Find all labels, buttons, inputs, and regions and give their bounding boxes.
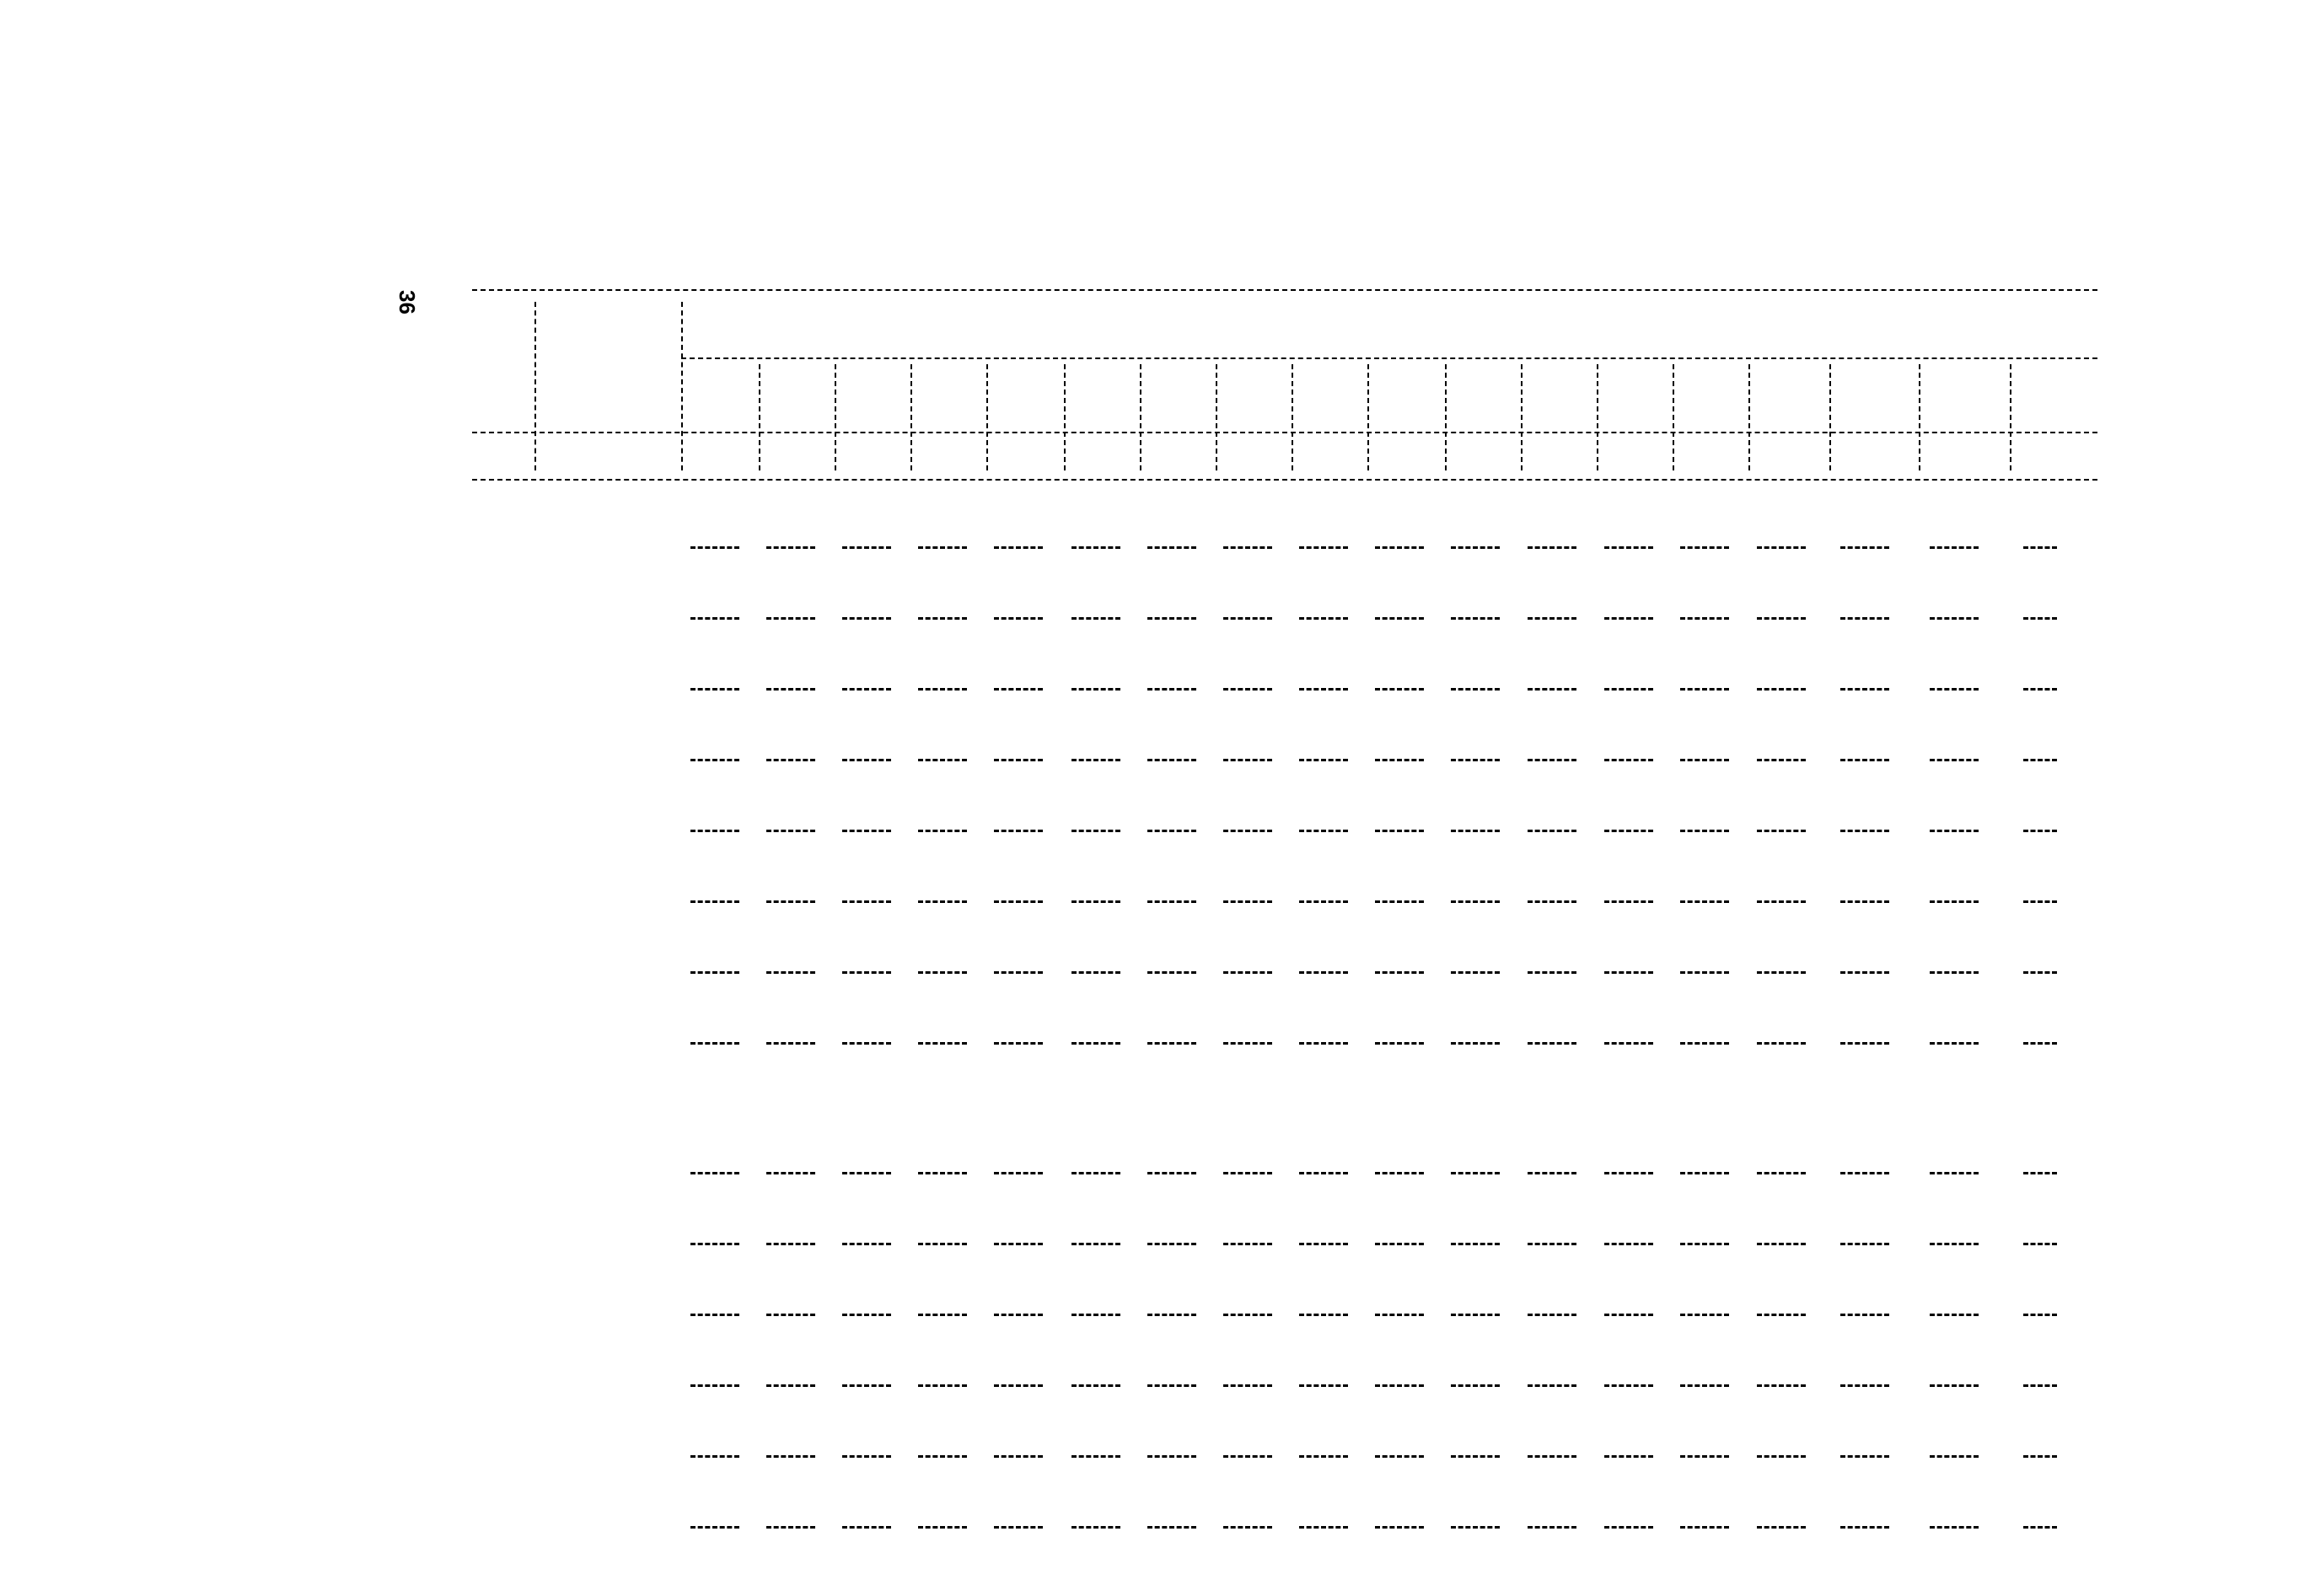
fraction-line (1604, 1384, 1653, 1387)
fraction-line (766, 900, 815, 903)
fraction-line (994, 1526, 1043, 1529)
fraction-line (994, 1243, 1043, 1245)
fraction-line (690, 688, 739, 691)
fraction-line (1147, 1042, 1196, 1045)
fraction-line (1147, 546, 1196, 549)
fraction-line (1840, 900, 1889, 903)
fraction-line (1071, 830, 1120, 832)
header-sep (2010, 364, 2011, 470)
fraction-line (918, 688, 967, 691)
fraction-line (1930, 688, 1979, 691)
header-sep (1445, 364, 1447, 470)
fraction-line (1375, 1042, 1424, 1045)
fraction-line (1680, 546, 1729, 549)
fraction-line (842, 1455, 891, 1458)
fraction-line (1680, 1042, 1729, 1045)
fraction-line (994, 546, 1043, 549)
fraction-line (1528, 971, 1576, 974)
fraction-line (1375, 1243, 1424, 1245)
fraction-line (766, 1243, 815, 1245)
fraction-line (918, 1526, 967, 1529)
fraction-line (1375, 1384, 1424, 1387)
fraction-line (842, 617, 891, 620)
fraction-line (994, 1314, 1043, 1316)
fraction-line (1451, 1042, 1500, 1045)
fraction-line (1299, 1172, 1348, 1174)
fraction-line (1451, 971, 1500, 974)
fraction-line (1375, 688, 1424, 691)
fraction-line (2023, 900, 2057, 903)
header-sep (1140, 364, 1141, 470)
fraction-line (918, 1042, 967, 1045)
fraction-line (1930, 1526, 1979, 1529)
fraction-line (1680, 971, 1729, 974)
fraction-line (1299, 617, 1348, 620)
header-bottom-rule (472, 479, 2097, 481)
fraction-line (842, 688, 891, 691)
fraction-line (766, 971, 815, 974)
fraction-line (1680, 1384, 1729, 1387)
fraction-line (918, 1172, 967, 1174)
fraction-line (690, 759, 739, 761)
fraction-line (1930, 1042, 1979, 1045)
fraction-line (1375, 900, 1424, 903)
fraction-line (1223, 759, 1272, 761)
fraction-line (2023, 546, 2057, 549)
fraction-line (1223, 546, 1272, 549)
fraction-line (1840, 1243, 1889, 1245)
header-sep (986, 364, 988, 470)
fraction-line (918, 759, 967, 761)
fraction-line (1757, 1384, 1806, 1387)
fraction-line (918, 1314, 967, 1316)
fraction-line (1147, 1384, 1196, 1387)
fraction-line (2023, 759, 2057, 761)
fraction-line (842, 1172, 891, 1174)
fraction-line (1451, 1455, 1500, 1458)
fraction-line (1757, 1455, 1806, 1458)
fraction-line (1757, 1526, 1806, 1529)
fraction-line (690, 617, 739, 620)
fraction-line (1840, 617, 1889, 620)
fraction-line (994, 1455, 1043, 1458)
header-mid-rule (681, 357, 2097, 359)
fraction-line (1223, 1314, 1272, 1316)
fraction-line (918, 617, 967, 620)
fraction-line (842, 1526, 891, 1529)
fraction-line (1757, 1314, 1806, 1316)
fraction-line (1680, 1314, 1729, 1316)
fraction-line (1451, 830, 1500, 832)
fraction-line (842, 900, 891, 903)
fraction-line (1147, 688, 1196, 691)
fraction-line (1071, 1384, 1120, 1387)
fraction-line (842, 1384, 891, 1387)
fraction-line (1299, 1243, 1348, 1245)
fraction-line (1223, 1243, 1272, 1245)
fraction-line (1930, 759, 1979, 761)
fraction-line (1451, 1526, 1500, 1529)
fraction-line (842, 830, 891, 832)
fraction-line (1071, 900, 1120, 903)
fraction-line (1528, 759, 1576, 761)
fraction-line (1528, 617, 1576, 620)
fraction-line (1375, 617, 1424, 620)
fraction-line (1299, 1384, 1348, 1387)
fraction-line (1604, 1243, 1653, 1245)
fraction-line (994, 1384, 1043, 1387)
fraction-line (1147, 759, 1196, 761)
fraction-line (2023, 1384, 2057, 1387)
fraction-line (1528, 1526, 1576, 1529)
fraction-line (994, 971, 1043, 974)
fraction-line (1757, 1243, 1806, 1245)
fraction-line (1071, 1042, 1120, 1045)
fraction-line (1223, 1172, 1272, 1174)
fraction-line (1223, 830, 1272, 832)
fraction-line (1930, 971, 1979, 974)
fraction-line (1680, 688, 1729, 691)
fraction-line (1223, 1455, 1272, 1458)
fraction-line (1604, 546, 1653, 549)
fraction-line (1299, 759, 1348, 761)
fraction-line (1757, 759, 1806, 761)
fraction-line (2023, 1243, 2057, 1245)
fraction-line (1528, 688, 1576, 691)
header-sep (1919, 364, 1920, 470)
fraction-line (1451, 1243, 1500, 1245)
fraction-line (1930, 900, 1979, 903)
fraction-line (1757, 1172, 1806, 1174)
fraction-line (766, 1455, 815, 1458)
fraction-line (918, 1384, 967, 1387)
fraction-line (766, 1526, 815, 1529)
fraction-line (1375, 546, 1424, 549)
fraction-line (918, 1455, 967, 1458)
fraction-line (1930, 1384, 1979, 1387)
fraction-line (1223, 971, 1272, 974)
fraction-line (994, 1042, 1043, 1045)
fraction-line (1680, 900, 1729, 903)
header-sep (910, 364, 912, 470)
header-sep (681, 302, 683, 470)
fraction-line (1680, 1172, 1729, 1174)
fraction-line (1375, 1314, 1424, 1316)
fraction-line (1071, 1243, 1120, 1245)
fraction-line (1147, 617, 1196, 620)
fraction-line (1680, 1526, 1729, 1529)
fraction-line (1604, 1172, 1653, 1174)
fraction-line (2023, 617, 2057, 620)
fraction-line (994, 900, 1043, 903)
fraction-line (1840, 1042, 1889, 1045)
fraction-line (1451, 688, 1500, 691)
fraction-line (690, 1172, 739, 1174)
fraction-line (1071, 759, 1120, 761)
fraction-line (994, 688, 1043, 691)
fraction-line (1604, 1314, 1653, 1316)
fraction-line (1375, 830, 1424, 832)
header-sep (835, 364, 836, 470)
fraction-line (1930, 546, 1979, 549)
fraction-line (1757, 900, 1806, 903)
fraction-line (690, 1042, 739, 1045)
fraction-line (1071, 1455, 1120, 1458)
fraction-line (1451, 1384, 1500, 1387)
fraction-line (1757, 971, 1806, 974)
fraction-line (1147, 900, 1196, 903)
fraction-line (1528, 1172, 1576, 1174)
fraction-line (1451, 1172, 1500, 1174)
fraction-line (1840, 971, 1889, 974)
fraction-line (1223, 900, 1272, 903)
fraction-line (1299, 546, 1348, 549)
header-sep (759, 364, 760, 470)
fraction-line (1604, 1526, 1653, 1529)
fraction-line (842, 759, 891, 761)
fraction-line (1604, 1042, 1653, 1045)
fraction-line (1223, 688, 1272, 691)
header-top-rule (472, 289, 2097, 291)
fraction-line (1299, 830, 1348, 832)
fraction-line (842, 1243, 891, 1245)
fraction-line (918, 971, 967, 974)
fraction-line (766, 830, 815, 832)
header-sep (1597, 364, 1598, 470)
fraction-line (1604, 617, 1653, 620)
fraction-line (1930, 1455, 1979, 1458)
fraction-line (1757, 546, 1806, 549)
fraction-line (1147, 1314, 1196, 1316)
fraction-line (1604, 971, 1653, 974)
page-number: 36 (395, 290, 420, 314)
fraction-line (690, 971, 739, 974)
fraction-line (1528, 830, 1576, 832)
header-sep (1064, 364, 1066, 470)
fraction-line (2023, 971, 2057, 974)
fraction-line (1528, 1455, 1576, 1458)
fraction-line (842, 971, 891, 974)
fraction-line (1299, 1042, 1348, 1045)
fraction-line (690, 1243, 739, 1245)
fraction-line (1375, 759, 1424, 761)
fraction-line (1840, 1314, 1889, 1316)
fraction-line (766, 546, 815, 549)
fraction-line (1840, 546, 1889, 549)
fraction-line (1071, 617, 1120, 620)
fraction-line (1299, 688, 1348, 691)
fraction-line (1528, 900, 1576, 903)
fraction-line (1930, 1243, 1979, 1245)
fraction-line (766, 1314, 815, 1316)
fraction-line (1147, 1526, 1196, 1529)
fraction-line (1451, 759, 1500, 761)
fraction-line (1757, 1042, 1806, 1045)
fraction-line (842, 1314, 891, 1316)
fraction-line (1840, 1172, 1889, 1174)
fraction-line (1071, 546, 1120, 549)
fraction-line (1299, 900, 1348, 903)
fraction-line (1451, 617, 1500, 620)
fraction-line (1299, 971, 1348, 974)
fraction-line (2023, 1172, 2057, 1174)
fraction-line (1223, 1526, 1272, 1529)
fraction-line (1147, 830, 1196, 832)
fraction-line (1147, 1172, 1196, 1174)
fraction-line (1680, 617, 1729, 620)
fraction-line (1840, 830, 1889, 832)
fraction-line (1071, 688, 1120, 691)
fraction-line (690, 546, 739, 549)
fraction-line (1147, 971, 1196, 974)
fraction-line (842, 1042, 891, 1045)
fraction-line (2023, 1526, 2057, 1529)
header-sep (1216, 364, 1217, 470)
fraction-line (1604, 688, 1653, 691)
fraction-line (1451, 1314, 1500, 1316)
fraction-line (1757, 830, 1806, 832)
fraction-line (1299, 1526, 1348, 1529)
fraction-line (690, 1526, 739, 1529)
fraction-line (690, 900, 739, 903)
fraction-line (1840, 1384, 1889, 1387)
fraction-line (994, 617, 1043, 620)
header-index-rule (472, 432, 2097, 433)
fraction-line (1071, 971, 1120, 974)
fraction-line (766, 1172, 815, 1174)
fraction-line (766, 759, 815, 761)
fraction-line (690, 1384, 739, 1387)
header-sep (534, 302, 536, 470)
fraction-line (994, 1172, 1043, 1174)
fraction-line (1375, 1526, 1424, 1529)
fraction-line (1840, 688, 1889, 691)
fraction-line (1071, 1314, 1120, 1316)
header-sep (1829, 364, 1831, 470)
fraction-line (1528, 1314, 1576, 1316)
fraction-line (994, 830, 1043, 832)
fraction-line (1147, 1243, 1196, 1245)
fraction-line (1840, 759, 1889, 761)
fraction-line (1604, 1455, 1653, 1458)
fraction-line (1147, 1455, 1196, 1458)
fraction-line (1223, 617, 1272, 620)
fraction-line (1930, 1314, 1979, 1316)
fraction-line (1604, 830, 1653, 832)
fraction-line (1451, 546, 1500, 549)
fraction-line (1680, 830, 1729, 832)
fraction-line (1604, 759, 1653, 761)
fraction-line (1930, 830, 1979, 832)
header-sep (1292, 364, 1293, 470)
fraction-line (1223, 1042, 1272, 1045)
header-sep (1748, 364, 1750, 470)
fraction-line (1840, 1526, 1889, 1529)
fraction-line (918, 1243, 967, 1245)
fraction-line (1930, 1172, 1979, 1174)
fraction-line (1071, 1172, 1120, 1174)
fraction-line (1840, 1455, 1889, 1458)
fraction-line (994, 759, 1043, 761)
fraction-line (690, 1455, 739, 1458)
fraction-line (2023, 830, 2057, 832)
fraction-line (1223, 1384, 1272, 1387)
fraction-line (690, 1314, 739, 1316)
fraction-line (1680, 759, 1729, 761)
fraction-line (918, 900, 967, 903)
fraction-line (918, 546, 967, 549)
fraction-line (766, 1384, 815, 1387)
fraction-line (2023, 1455, 2057, 1458)
fraction-line (2023, 688, 2057, 691)
fraction-line (1071, 1526, 1120, 1529)
fraction-line (1528, 1042, 1576, 1045)
fraction-line (1604, 900, 1653, 903)
fraction-line (1680, 1455, 1729, 1458)
fraction-line (2023, 1042, 2057, 1045)
fraction-line (1528, 546, 1576, 549)
fraction-line (1528, 1384, 1576, 1387)
fraction-line (1375, 1455, 1424, 1458)
fraction-line (1757, 617, 1806, 620)
fraction-line (1930, 617, 1979, 620)
header-sep (1367, 364, 1369, 470)
fraction-line (1375, 1172, 1424, 1174)
fraction-line (1757, 688, 1806, 691)
fraction-line (1451, 900, 1500, 903)
fraction-line (918, 830, 967, 832)
fraction-line (766, 688, 815, 691)
fraction-line (690, 830, 739, 832)
header-sep (1521, 364, 1523, 470)
fraction-line (1528, 1243, 1576, 1245)
fraction-line (842, 546, 891, 549)
fraction-line (1375, 971, 1424, 974)
fraction-line (2023, 1314, 2057, 1316)
fraction-line (1299, 1455, 1348, 1458)
fraction-line (766, 617, 815, 620)
header-sep (1673, 364, 1674, 470)
fraction-line (1680, 1243, 1729, 1245)
fraction-line (1299, 1314, 1348, 1316)
fraction-line (766, 1042, 815, 1045)
